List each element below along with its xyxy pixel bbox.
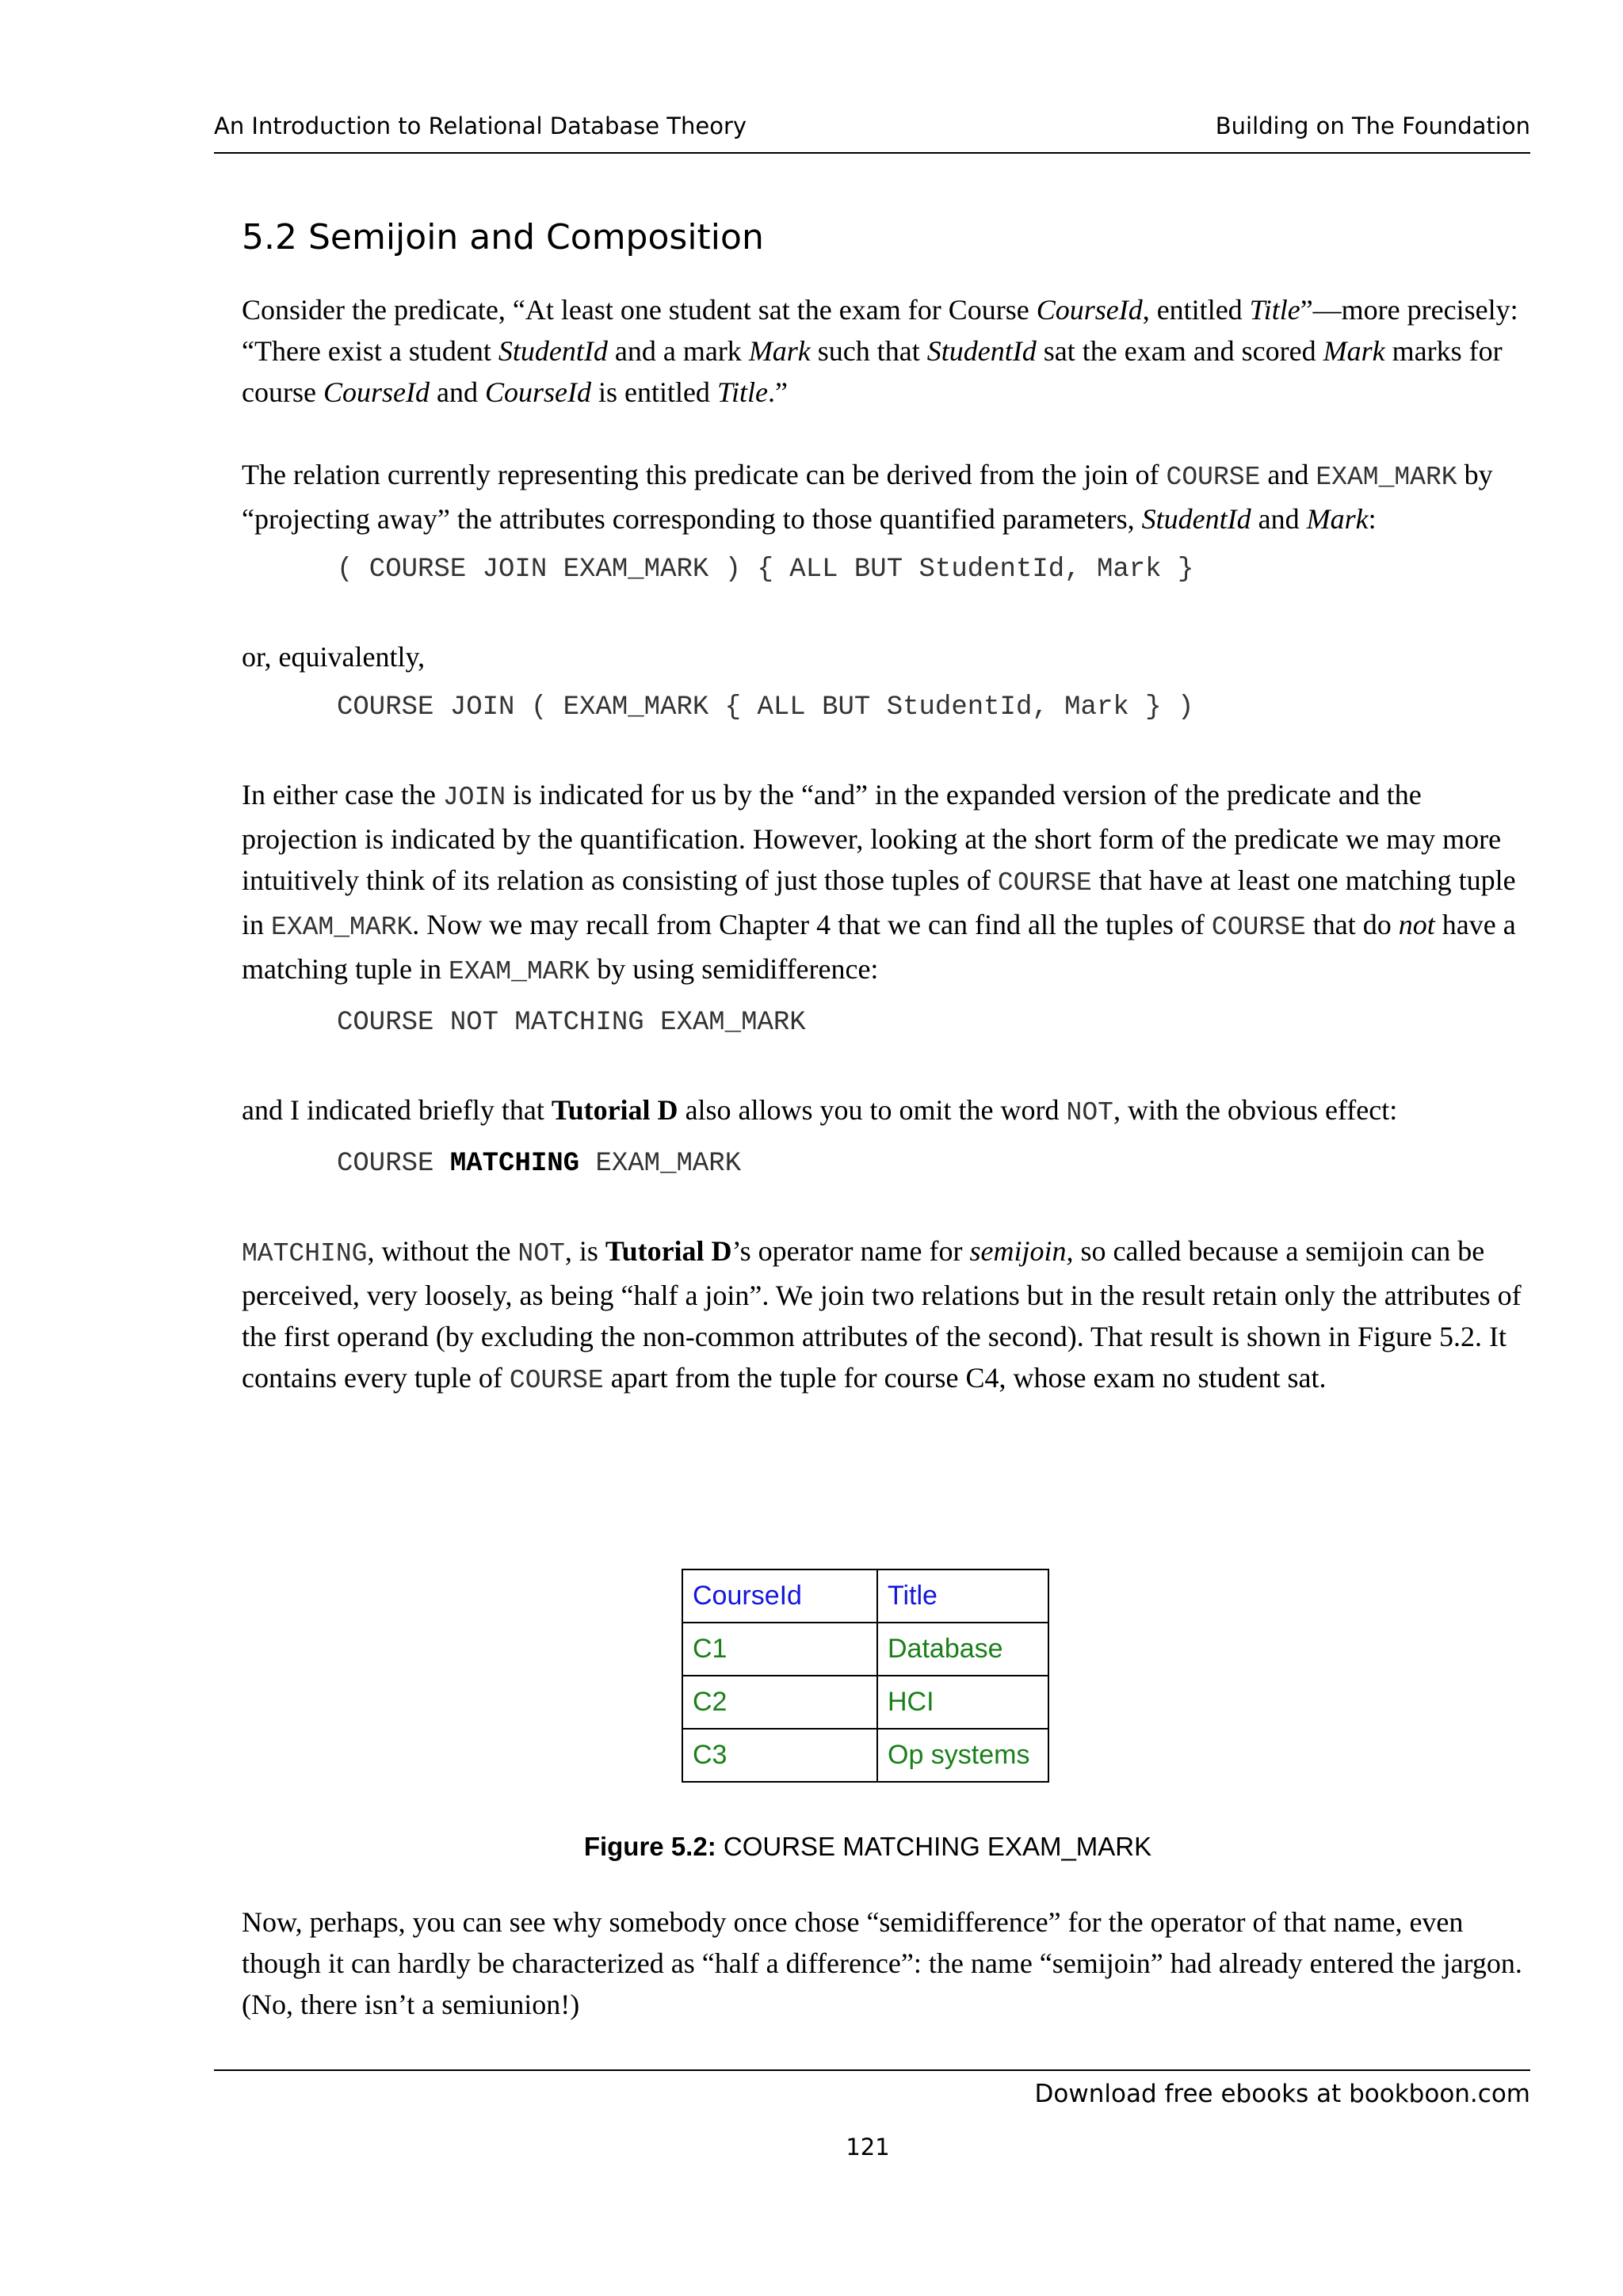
header-divider: [214, 152, 1530, 154]
footer-divider: [214, 2069, 1530, 2071]
paragraph-predicate: Consider the predicate, “At least one student sat the exam for Course CourseId, entitled Title”—more precisely: “There exist a student StudentId and a mark Mark such that StudentId sat the exam and scored Mark marks for course CourseId and CourseId is entitled Title.”: [242, 293, 1518, 408]
page-number: 121: [846, 2134, 890, 2161]
column-header: Title: [877, 1569, 1048, 1623]
header-book-title: An Introduction to Relational Database Theory: [214, 113, 747, 139]
table-row: [682, 1729, 1048, 1782]
table-cell: Database: [877, 1623, 1048, 1676]
code-example-4: COURSE MATCHING EXAM_MARK: [337, 1148, 742, 1179]
paragraph-semidifference-name: Now, perhaps, you can see why somebody once chose “semidifference” for the operator of that name, even though it can hardly be characterized as “half a difference”: the name “semijoin” had already entered the jargon. (No, there isn’t a semiunion!): [242, 1906, 1522, 2020]
paragraph-join-explanation: In either case the JOIN is indicated for us by the “and” in the expanded version of the predicate and the projection is indicated by the quantification. However, looking at the short form of the predicate we may more intuitively think of its relation as consisting of just those tuples of COURSE that have at least one matching tuple in EXAM_MARK. Now we may recall from Chapter 4 that we can find all the tuples of COURSE that do not have a matching tuple in EXAM_MARK by using semidifference:: [242, 778, 1516, 986]
paragraph-projection: The relation currently representing this predicate can be derived from the join of COURSE and EXAM_MARK by “projecting away” the attributes corresponding to those quantified parameters, StudentId and Mark:: [242, 458, 1493, 535]
main-content: [242, 208, 1526, 1443]
footer-download-link[interactable]: Download free ebooks at bookboon.com: [1034, 2080, 1530, 2108]
paragraph-semijoin: MATCHING, without the NOT, is Tutorial D’s operator name for semijoin, so called because a semijoin can be perceived, very loosely, as being “half a join”. We join two relations but in the result retain only the attributes of the first operand (by excluding the non-common attributes of the second). That result is shown in Figure 5.2. It contains every tuple of COURSE apart from the tuple for course C4, whose exam no student sat.: [242, 1234, 1522, 1395]
paragraph-equivalently: or, equivalently,: [242, 640, 426, 673]
table-cell: C1: [682, 1623, 877, 1676]
table-header-row: [682, 1569, 1048, 1623]
figure-table: [682, 1569, 1049, 1783]
figure-text: COURSE MATCHING EXAM_MARK: [716, 1832, 1152, 1861]
table-cell: C3: [682, 1729, 877, 1782]
table-row: [682, 1623, 1048, 1676]
section-title: 5.2 Semijoin and Composition: [242, 217, 764, 257]
figure-label: Figure 5.2:: [583, 1832, 716, 1861]
paragraph-omit-not: and I indicated briefly that Tutorial D also allows you to omit the word NOT, with the obvious effect:: [242, 1093, 1398, 1127]
code-example-1: ( COURSE JOIN EXAM_MARK ) { ALL BUT StudentId, Mark }: [337, 554, 1194, 585]
column-header: CourseId: [682, 1569, 877, 1623]
code-example-3: COURSE NOT MATCHING EXAM_MARK: [337, 1007, 806, 1038]
result-relation-table: [682, 1569, 1049, 1783]
header-chapter-title: Building on The Foundation: [1215, 113, 1530, 139]
code-example-2: COURSE JOIN ( EXAM_MARK { ALL BUT StudentId, Mark } ): [337, 692, 1194, 723]
table-row: [682, 1676, 1048, 1729]
figure-caption: [0, 1832, 1623, 1862]
table-cell: HCI: [877, 1676, 1048, 1729]
closing-content: [242, 1901, 1526, 2066]
table-cell: Op systems: [877, 1729, 1048, 1782]
table-cell: C2: [682, 1676, 877, 1729]
